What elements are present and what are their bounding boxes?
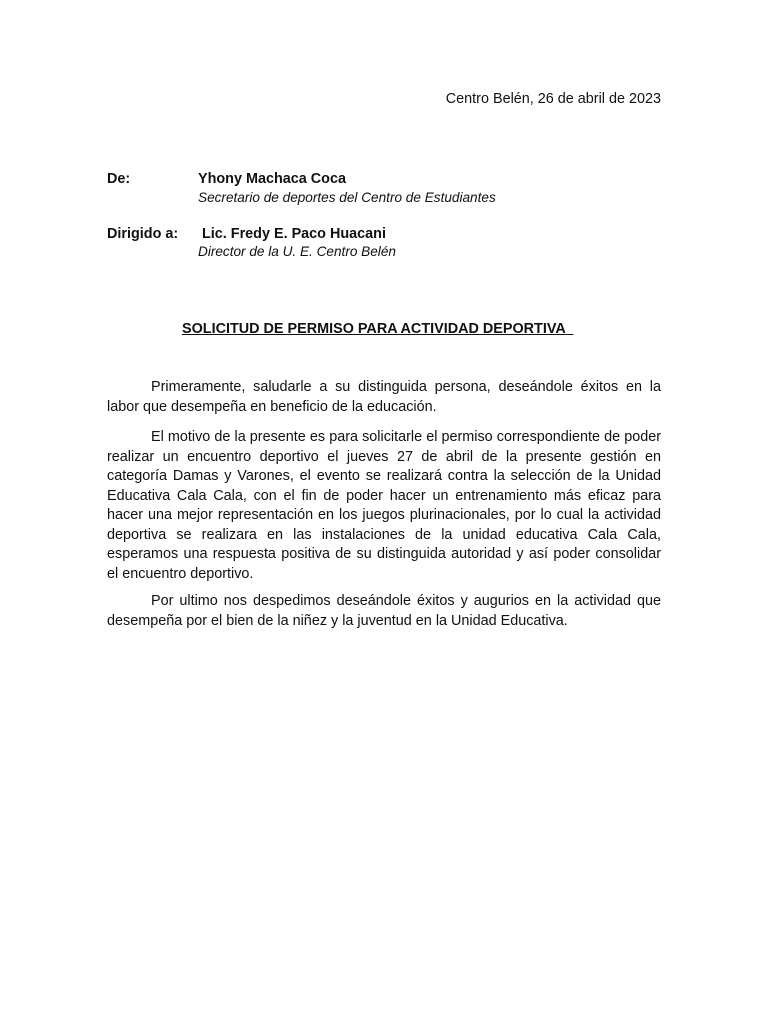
sender-role: Secretario de deportes del Centro de Estudiantes (198, 190, 496, 205)
paragraph-request (107, 428, 661, 584)
paragraph-text: Por ultimo nos despedimos deseándole éxitos y augurios en la actividad que desempeña por el bien de la niñez y la juventud en la Unidad Educativa. (107, 593, 661, 629)
from-label: De: (107, 171, 131, 187)
recipient-label: Dirigido a: (107, 226, 179, 242)
paragraph-text: Primeramente, saludarle a su distinguida persona, deseándole éxitos en la labor que desempeña en beneficio de la educación. (107, 379, 661, 415)
paragraph-greeting (107, 378, 661, 417)
recipient-role: Director de la U. E. Centro Belén (198, 244, 396, 259)
letter-date: Centro Belén, 26 de abril de 2023 (445, 91, 661, 107)
recipient-name: Lic. Fredy E. Paco Huacani (202, 226, 386, 242)
paragraph-text: El motivo de la presente es para solicitarle el permiso correspondiente de poder realizar un encuentro deportivo el jueves 27 de abril de la presente gestión en categoría Damas y Varones, el evento se realizará contra la selección de la Unidad Educativa Cala Cala, con el fin de poder hacer un entrenamiento más eficaz para hacer una mejor representación en los juegos plurinacionales, por lo cual la actividad deportiva se realizara en las instalaciones de la unidad educativa Cala Cala, esperamos una respuesta positiva de su distinguida autoridad y así poder consolidar el encuentro deportivo. (107, 429, 661, 582)
letter-subject: SOLICITUD DE PERMISO PARA ACTIVIDAD DEPORTIVA (182, 321, 574, 337)
paragraph-closing (107, 592, 661, 631)
sender-name: Yhony Machaca Coca (198, 171, 346, 187)
